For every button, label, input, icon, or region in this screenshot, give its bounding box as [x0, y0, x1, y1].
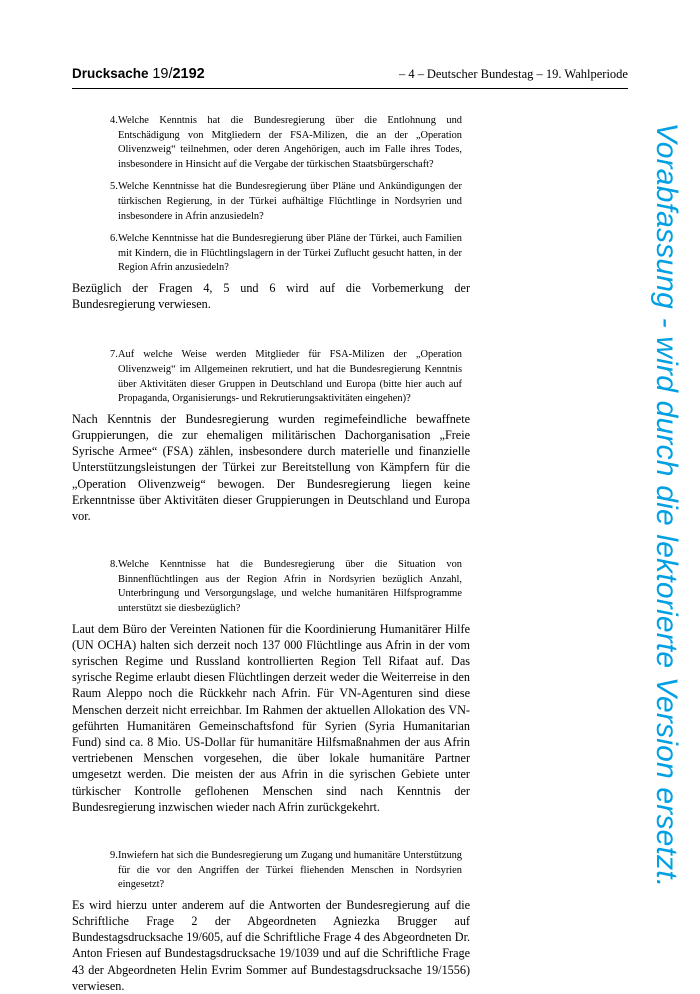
document-label: Drucksache [72, 66, 149, 81]
question-number: 5. [110, 181, 118, 193]
question-9 [72, 849, 470, 893]
question-text: Auf welche Weise werden Mitglieder für FSA-Milizen der „Operation Olivenzweig“ im Allgemeinen rekrutiert, und hat die Bundesregierung Kenntnis über Aktivitäten dieser Gruppen in Deutschland und Europa (bitte hier auch auf Propaganda, Organisierungs- und Rekrutierungsaktivitäten eingehen)? [118, 349, 462, 405]
question-number: 8. [110, 559, 118, 571]
preliminary-version-watermark: Vorabfassung - wird durch die lektorierte Version ersetzt. [650, 122, 683, 888]
document-body [72, 114, 470, 994]
question-6 [72, 232, 470, 276]
question-text: Welche Kenntnisse hat die Bundesregierung über Pläne und Ankündigungen der türkischen Regierung, in der Türkei aufhältige Flüchtlinge in Nordsyrien und insbesondere in Afrin anzusiedeln? [118, 181, 462, 222]
page-header [72, 66, 628, 89]
document-id [72, 66, 205, 82]
document-number-prefix: 19/ [152, 66, 173, 82]
question-number: 7. [110, 349, 118, 361]
question-text: Welche Kenntnisse hat die Bundesregierung über die Situation von Binnenflüchtlingen aus der Region Afrin in Nordsyrien bezüglich Anzahl, Unterbringung und Versorgungslage, und welche humanitären Hilfsprogramme unterstützt sie diesbezüglich? [118, 559, 462, 614]
question-text: Inwiefern hat sich die Bundesregierung um Zugang und humanitäre Unterstützung für die vor den Angriffen der Türkei fliehenden Menschen in Nordsyrien eingesetzt? [118, 849, 462, 891]
question-5 [72, 180, 470, 224]
answer-8: Laut dem Büro der Vereinten Nationen für die Koordinierung Humanitärer Hilfe (UN OCHA) halten sich derzeit noch 137 000 Flüchtlinge aus Afrin in der vom syrischen Regime und Russland kontrollierten Region Tell Rifaat auf. Das syrische Regime erlaubt diesen Flüchtlingen derzeit weder die Weiterreise in den Raum Aleppo noch die Rückkehr nach Afrin. Für VN-Agenturen sind diese Menschen derzeit nicht erreichbar. Im Rahmen der aktuellen Allokation des VN-geführten Humanitären Gemeinschaftsfond für Syrien (Syria Humanitarian Fund) sind ca. 8 Mio. US-Dollar für humanitäre Hilfsmaßnahmen der aus Afrin vertriebenen Menschen vorgesehen, die über lokale humanitäre Partner umgesetzt werden. Die meisten der aus Afrin in die syrischen Gebiete unter türkischer Kontrolle geflohenen Menschen sind nach Kenntnis der Bundesregierung inzwischen wieder nach Afrin zurückgekehrt. [72, 621, 470, 814]
question-text: Welche Kenntnisse hat die Bundesregierung über Pläne der Türkei, auch Familien mit Kindern, die in Flüchtlingslagern in der Türkei Zuflucht gesucht hatten, in der Region Afrin anzusiedeln? [118, 233, 462, 274]
question-number: 6. [110, 233, 118, 245]
question-number: 9. [110, 849, 118, 861]
question-8 [72, 558, 470, 616]
question-text: Welche Kenntnis hat die Bundesregierung über die Entlohnung und Entschädigung von Mitgliedern der FSA-Milizen, die an der „Operation Olivenzweig“ teilnehmen, oder deren Angehörigen, auch im Falle ihres Todes, insbesondere in Hinsicht auf die Vergabe der türkischen Staatsbürgerschaft? [118, 115, 462, 170]
answer-9: Es wird hierzu unter anderem auf die Antworten der Bundesregierung auf die Schriftliche Frage 2 der Abgeordneten Agniezka Brugger auf Bundestagsdrucksache 19/605, auf die Schriftliche Frage 4 des Abgeordneten Dr. Anton Friesen auf Bundestagsdrucksache 19/1039 und auf die Schriftliche Frage 43 der Abgeordneten Helin Evrim Sommer auf Bundestagsdrucksache 19/1556) verwiesen. [72, 897, 470, 993]
answer-7: Nach Kenntnis der Bundesregierung wurden regimefeindliche bewaffnete Gruppierungen, die zur ehemaligen militärischen Dachorganisation „Freie Syrische Armee“ (FSA) zählen, insbesondere durch materielle und finanzielle Unterstützungsleistungen der Türkei zur Bereitstellung von Kämpfern für die „Operation Olivenzweig“ bewogen. Der Bundesregierung liegen keine Erkenntnisse über Aktivitäten dieser Gruppierungen in Deutschland und Europa vor. [72, 411, 470, 523]
document-number: 2192 [172, 66, 205, 82]
question-7 [72, 348, 470, 406]
question-number: 4. [110, 115, 118, 126]
answer-4-5-6: Bezüglich der Fragen 4, 5 und 6 wird auf die Vorbemerkung der Bundesregierung verwiesen. [72, 280, 470, 312]
page-number: – 4 – [399, 67, 424, 81]
publisher: Deutscher Bundestag – 19. Wahlperiode [426, 67, 628, 81]
question-4 [72, 114, 470, 172]
